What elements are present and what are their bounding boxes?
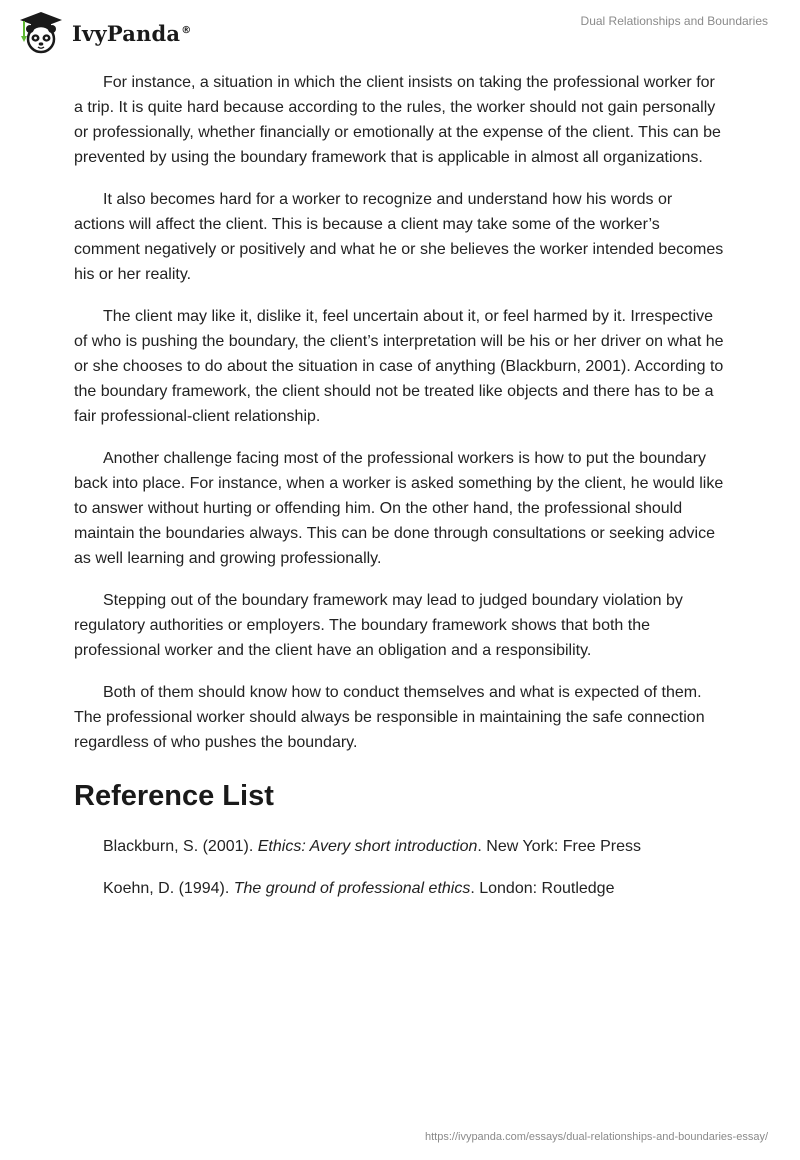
reference-title: The ground of professional ethics	[233, 880, 471, 897]
reference-author: Blackburn, S. (2001).	[103, 838, 258, 855]
logo-wordmark-text: IvyPanda	[72, 20, 181, 46]
body-paragraph-3: The client may like it, dislike it, feel uncertain about it, or feel harmed by it. Irrespective of who is pushing the boundary, the client’s interpretation will be his or her driver on what he or she chooses to do about the situation in case of anything (Blackburn, 2001). According to the boundary framework, the client should not be treated like objects and there has to be a fair professional-client relationship.	[74, 308, 724, 425]
panda-graduate-icon	[16, 10, 66, 54]
body-paragraph-1: For instance, a situation in which the client insists on taking the professional worker for a trip. It is quite hard because according to the rules, the worker should not gain personally or professionally, whether financially or emotionally at the expense of the client. This can be prevented by using the boundary framework that is applicable in almost all organizations.	[74, 74, 721, 166]
source-url[interactable]: https://ivypanda.com/essays/dual-relationships-and-boundaries-essay/	[424, 1131, 768, 1143]
registered-mark: ®	[181, 24, 192, 36]
body-paragraph-4: Another challenge facing most of the professional workers is how to put the boundary back into place. For instance, when a worker is asked something by the client, he would like to answer without hurting or offending him. On the other hand, the professional should maintain the boundaries always. This can be done through consultations or seeking advice as well learning and growing professionally.	[74, 450, 724, 567]
reference-item-2	[103, 876, 726, 901]
body-paragraph-6: Both of them should know how to conduct themselves and what is expected of them. The professional worker should always be responsible in maintaining the safe connection regardless of who pushes the boundary.	[74, 684, 705, 751]
page-header	[0, 0, 800, 60]
reference-author: Koehn, D. (1994).	[103, 880, 234, 897]
reference-publisher: . New York: Free Press	[477, 838, 642, 855]
ivypanda-logo[interactable]	[16, 10, 191, 54]
logo-wordmark	[72, 21, 191, 46]
essay-content	[74, 70, 726, 918]
body-paragraph-2: It also becomes hard for a worker to recognize and understand how his words or actions will affect the client. This is because a client may take some of the worker’s comment negatively or positively and what he or she believes the worker intended becomes his or her reality.	[74, 191, 724, 283]
reference-item-1	[103, 834, 726, 859]
reference-list-heading: Reference List	[74, 780, 274, 812]
reference-title: Ethics: Avery short introduction	[257, 838, 478, 855]
reference-publisher: . London: Routledge	[470, 880, 615, 897]
body-paragraph-5: Stepping out of the boundary framework may lead to judged boundary violation by regulatory authorities or employers. The boundary framework shows that both the professional worker and the client have an obligation and a responsibility.	[74, 592, 683, 659]
document-title: Dual Relationships and Boundaries	[580, 14, 768, 28]
